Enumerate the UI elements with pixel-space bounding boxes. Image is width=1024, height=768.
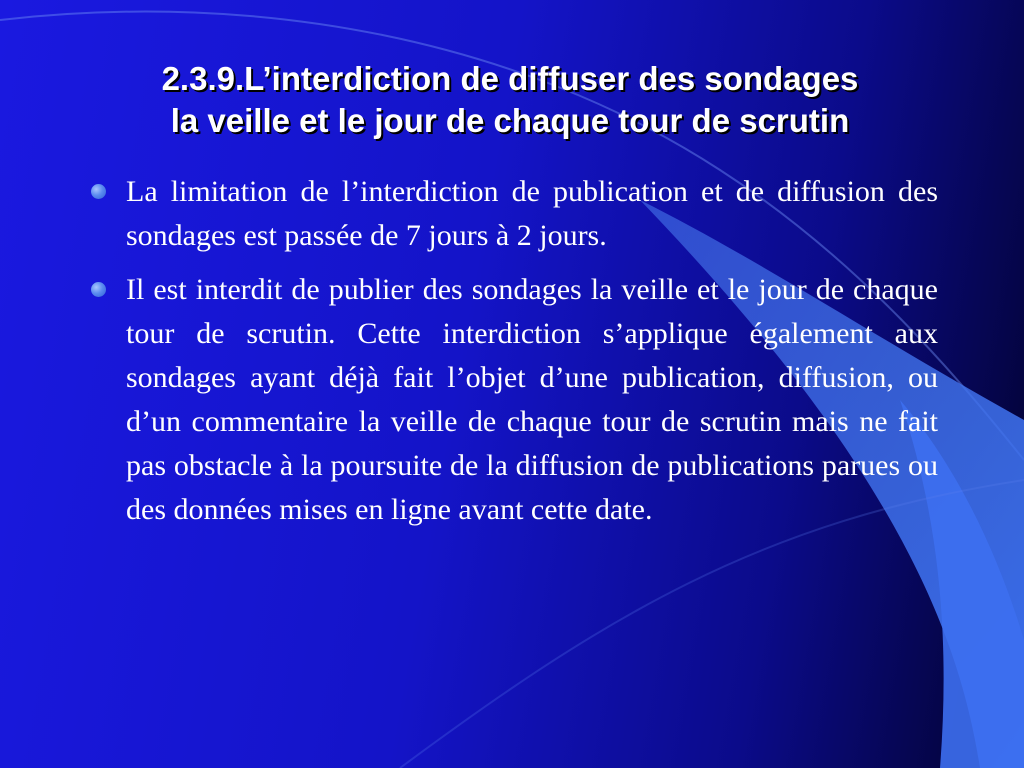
title-line-1: 2.3.9.L’interdiction de diffuser des sondages (161, 60, 859, 97)
bullet-list (88, 170, 938, 542)
slide-title (60, 58, 960, 142)
title-line-2: la veille et le jour de chaque tour de scrutin (170, 102, 850, 139)
bullet-text: Il est interdit de publier des sondages la veille et le jour de chaque tour de scrutin. Cette interdiction s’applique également aux sondages ayant déjà fait l’objet d’une publication, diffusion, ou d’un commentaire la veille de chaque tour de scrutin mais ne fait pas obstacle à la poursuite de la diffusion de publications parues ou des données mises en ligne avant cette date. (126, 273, 938, 526)
bullet-item (88, 268, 938, 532)
bullet-text: La limitation de l’interdiction de publication et de diffusion des sondages est passée de 7 jours à 2 jours. (126, 175, 938, 252)
bullet-item (88, 170, 938, 258)
bullet-dot-icon (91, 282, 106, 297)
bullet-dot-icon (91, 184, 106, 199)
